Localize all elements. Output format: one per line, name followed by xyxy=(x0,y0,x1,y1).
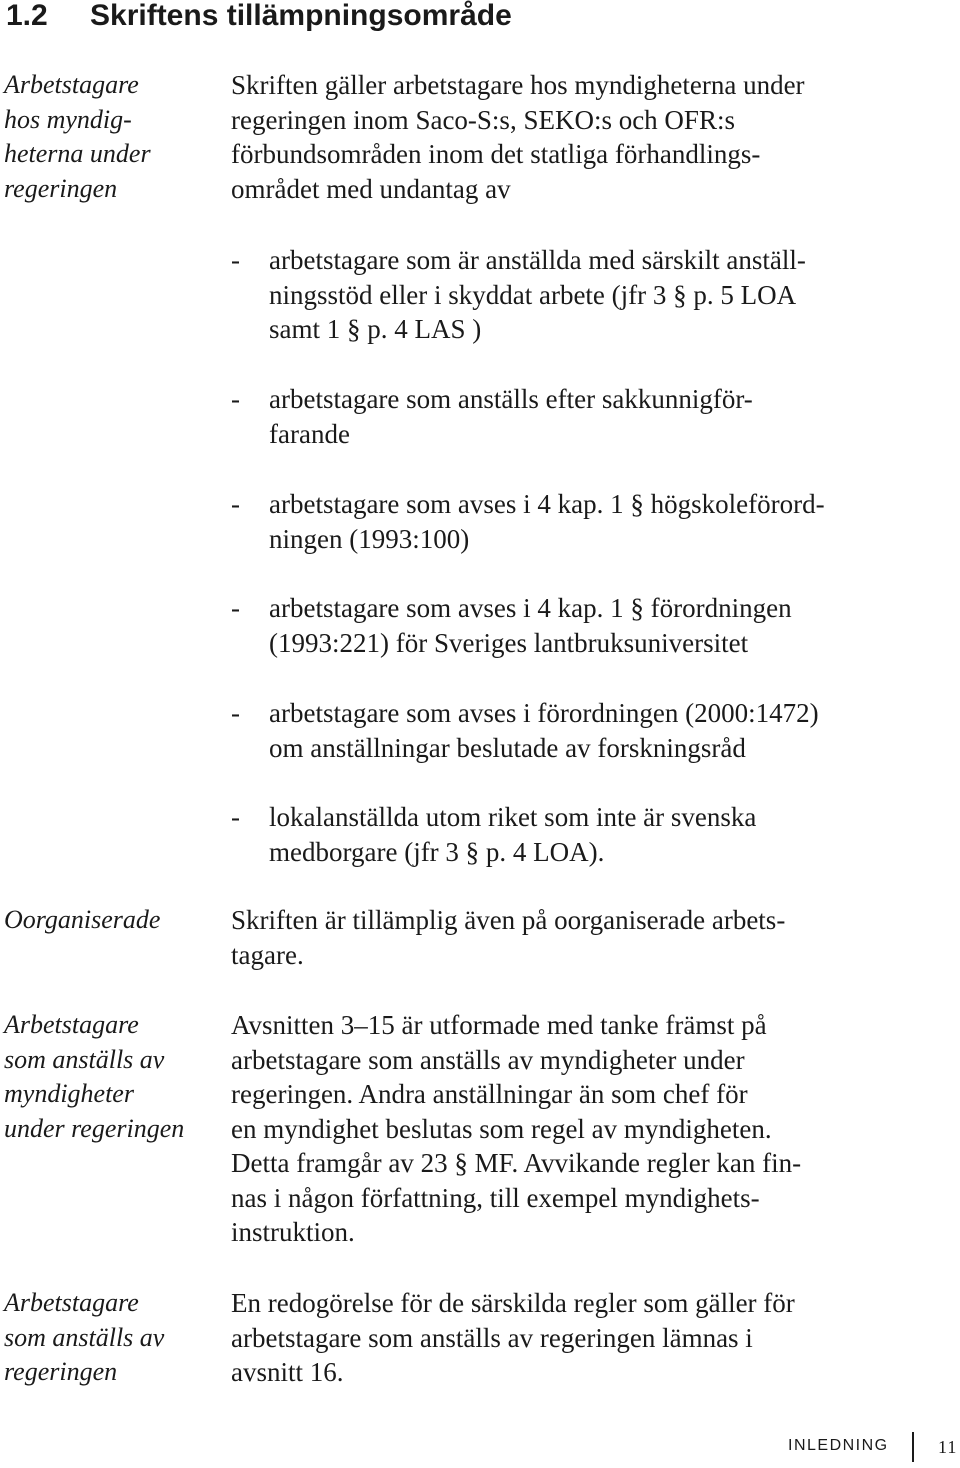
section-title: Skriftens tillämpningsområde xyxy=(90,0,512,32)
list-dash: - xyxy=(231,802,240,832)
section-heading xyxy=(0,0,512,34)
section-number: 1.2 xyxy=(6,0,48,32)
paragraph-hired-by-government: En redogörelse för de särskilda regler som gäller för arbetstagare som anställs av regeringen lämnas i avsnitt 16. xyxy=(231,1288,795,1387)
list-dash: - xyxy=(231,698,240,728)
list-dash: - xyxy=(231,245,240,275)
paragraph-unorganized: Skriften är tillämplig även på oorganiserade arbets- tagare. xyxy=(231,905,786,970)
footer-section-label: INLEDNING xyxy=(788,1437,889,1454)
intro-paragraph: Skriften gäller arbetstagare hos myndigheterna under regeringen inom Saco-S:s, SEKO:s och OFR:s förbundsområden inom det statliga förhandlings- området med undantag av xyxy=(231,70,805,204)
list-dash: - xyxy=(231,489,240,519)
footer-divider xyxy=(912,1432,914,1462)
margin-note-unorganized: Oorganiserade xyxy=(4,905,161,934)
margin-note-hired-by-government: Arbetstagare som anställs av regeringen xyxy=(4,1288,165,1386)
paragraph-hired-by-agencies: Avsnitten 3–15 är utformade med tanke främst på arbetstagare som anställs av myndigheter under regeringen. Andra anställningar än som chef för en myndighet beslutas som regel av myndigheten. Detta framgår av 23 § MF. Avvikande regler kan fin- nas i någon författning, till exempel myndighets- instruktion. xyxy=(231,1010,802,1247)
exception-text: arbetstagare som anställs efter sakkunnigför- farande xyxy=(269,384,753,449)
list-dash: - xyxy=(231,384,240,414)
list-dash: - xyxy=(231,593,240,623)
exception-text: arbetstagare som avses i förordningen (2000:1472) om anställningar beslutade av forskningsråd xyxy=(269,698,819,763)
exception-text: arbetstagare som avses i 4 kap. 1 § högskoleförord- ningen (1993:100) xyxy=(269,489,825,554)
margin-note-hired-by-agencies: Arbetstagare som anställs av myndigheter under regeringen xyxy=(4,1010,185,1143)
exception-text: lokalanställda utom riket som inte är svenska medborgare (jfr 3 § p. 4 LOA). xyxy=(269,802,757,867)
exception-text: arbetstagare som avses i 4 kap. 1 § förordningen (1993:221) för Sveriges lantbruksuniversitet xyxy=(269,593,792,658)
margin-note-employees-at-agencies: Arbetstagare hos myndig- heterna under regeringen xyxy=(4,70,151,203)
exception-text: arbetstagare som är anställda med särskilt anställ- ningsstöd eller i skyddat arbete (jfr 3 § p. 5 LOA samt 1 § p. 4 LAS ) xyxy=(269,245,806,344)
page-number: 11 xyxy=(938,1437,958,1457)
